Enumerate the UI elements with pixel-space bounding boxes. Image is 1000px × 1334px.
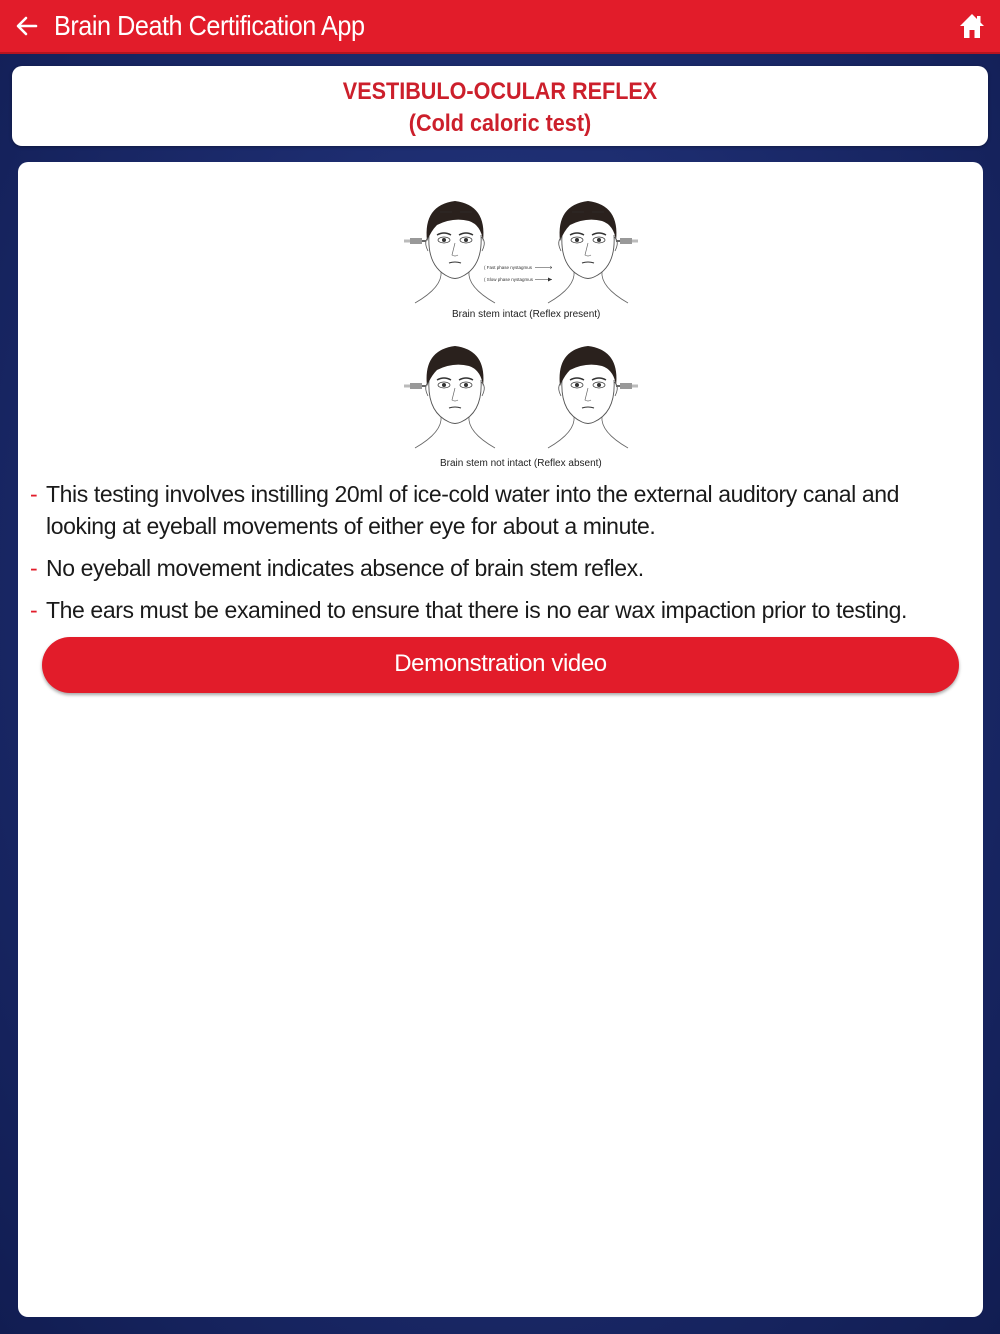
section-subtitle: (Cold caloric test) [408, 110, 592, 137]
legend-slow-text: ( Slow phase nystagmus [484, 277, 534, 282]
content-card [18, 162, 983, 1317]
instruction-list [30, 478, 975, 636]
demonstration-video-label: Demonstration video [394, 650, 607, 677]
list-item [30, 478, 975, 542]
bullet-marker: - [30, 597, 38, 623]
list-item [30, 594, 975, 626]
list-item [30, 552, 975, 584]
demonstration-video-button[interactable] [42, 637, 959, 693]
section-title: VESTIBULO-OCULAR REFLEX [342, 78, 658, 105]
caption-reflex-present: Brain stem intact (Reflex present) [452, 309, 601, 320]
list-item-text: This testing involves instilling 20ml of ice-cold water into the external auditory canal and looking at eyeball movements of either eye for about a minute. [46, 481, 899, 539]
home-icon[interactable] [958, 12, 986, 40]
caption-reflex-absent: Brain stem not intact (Reflex absent) [440, 458, 602, 469]
app-title: Brain Death Certification App [54, 10, 365, 41]
section-header [12, 66, 988, 146]
legend-fast-text: ( Fast phase nystagmus [484, 265, 533, 270]
caloric-test-illustration [400, 172, 640, 472]
arrow-left-icon[interactable] [14, 13, 40, 39]
list-item-text: The ears must be examined to ensure that there is no ear wax impaction prior to testing. [46, 597, 907, 623]
bullet-marker: - [30, 555, 38, 581]
bullet-marker: - [30, 481, 38, 507]
list-item-text: No eyeball movement indicates absence of brain stem reflex. [46, 555, 644, 581]
app-bar [0, 0, 1000, 52]
